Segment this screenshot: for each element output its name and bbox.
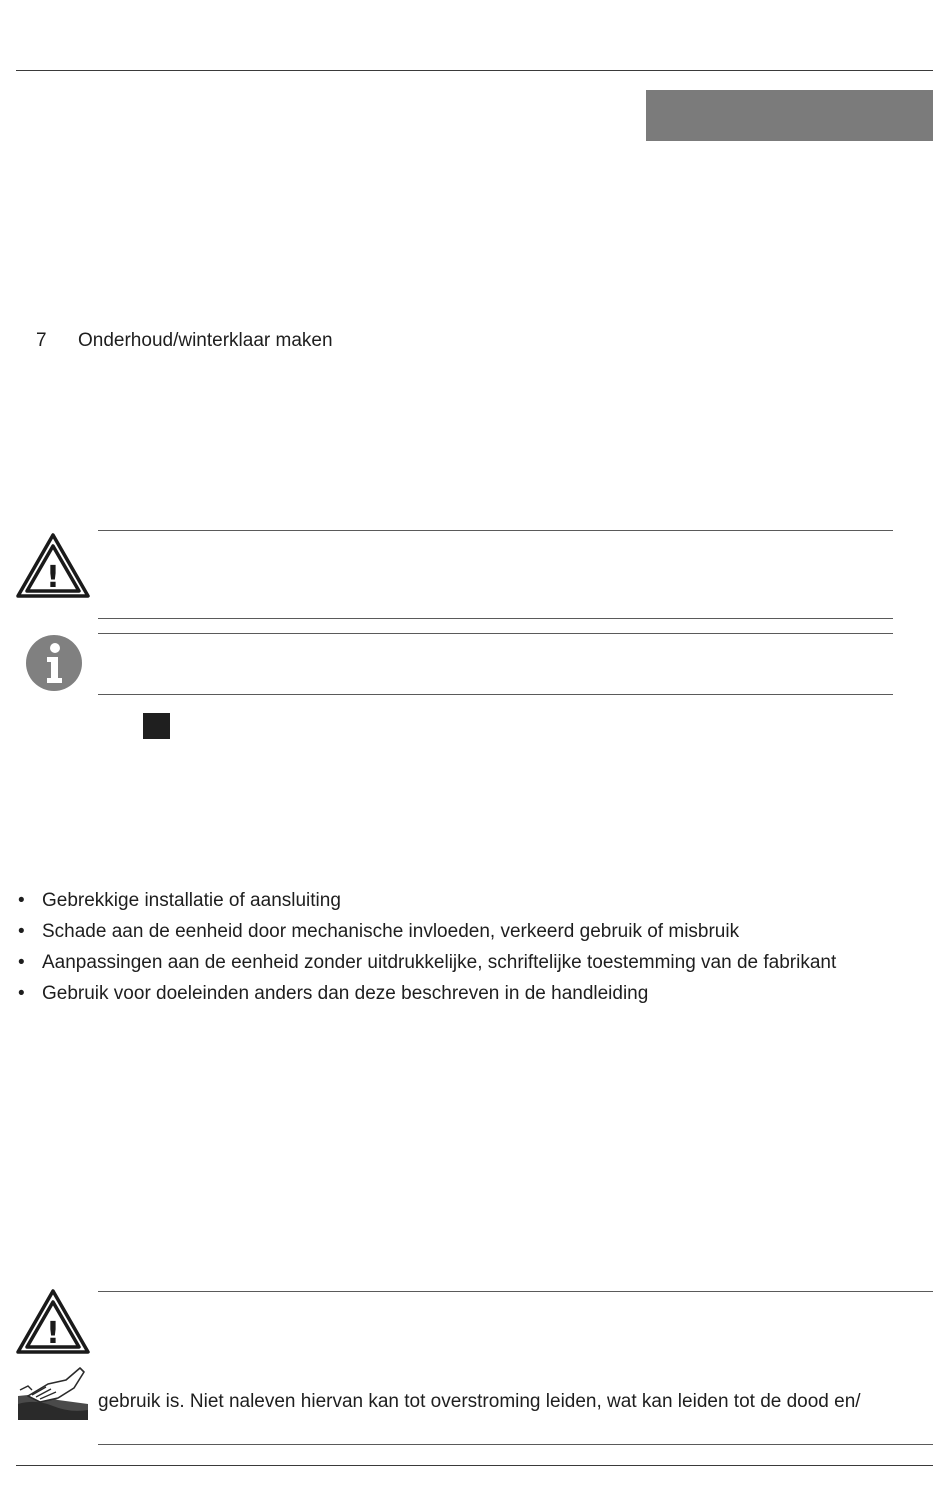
warning2-bottom-rule	[98, 1444, 933, 1445]
list-item	[18, 919, 836, 950]
info-top-rule	[98, 633, 893, 634]
svg-text:!: !	[46, 560, 60, 595]
warning-top-rule	[98, 530, 893, 531]
bullet-marker: •	[18, 983, 25, 1004]
list-item-text: Gebruik voor doeleinden anders dan deze beschreven in de handleiding	[42, 983, 649, 1004]
warning-bottom-rule	[98, 618, 893, 619]
list-item-text: Schade aan de eenheid door mechanische invloeden, verkeerd gebruik of misbruik	[42, 921, 740, 942]
list-item-text: Aanpassingen aan de eenheid zonder uitdrukkelijke, schriftelijke toestemming van de fabrikant	[42, 952, 837, 973]
list-item-text: Gebrekkige installatie of aansluiting	[42, 890, 341, 911]
header-tab	[646, 90, 933, 141]
list-item	[18, 888, 836, 919]
footer-rule	[16, 1465, 933, 1466]
toc-entry-number: 7	[36, 330, 47, 351]
warning2-top-rule	[98, 1291, 933, 1292]
list-item	[18, 950, 836, 981]
bullet-marker: •	[18, 921, 25, 942]
header-rule	[16, 70, 933, 71]
info-bottom-rule	[98, 694, 893, 695]
toc-entry-title: Onderhoud/winterklaar maken	[78, 330, 333, 351]
warning-triangle-icon	[16, 1288, 90, 1355]
black-square-marker	[143, 713, 170, 739]
bullet-marker: •	[18, 952, 25, 973]
warning-triangle-icon	[16, 532, 90, 599]
info-icon	[25, 634, 83, 692]
warning-text: gebruik is. Niet naleven hiervan kan tot overstroming leiden, wat kan leiden tot de dood en/	[98, 1391, 861, 1412]
svg-text:!: !	[46, 1316, 60, 1351]
bullet-marker: •	[18, 890, 25, 911]
flood-hand-icon	[18, 1366, 88, 1420]
list-item	[18, 981, 836, 1012]
exclusion-list	[18, 888, 836, 1012]
